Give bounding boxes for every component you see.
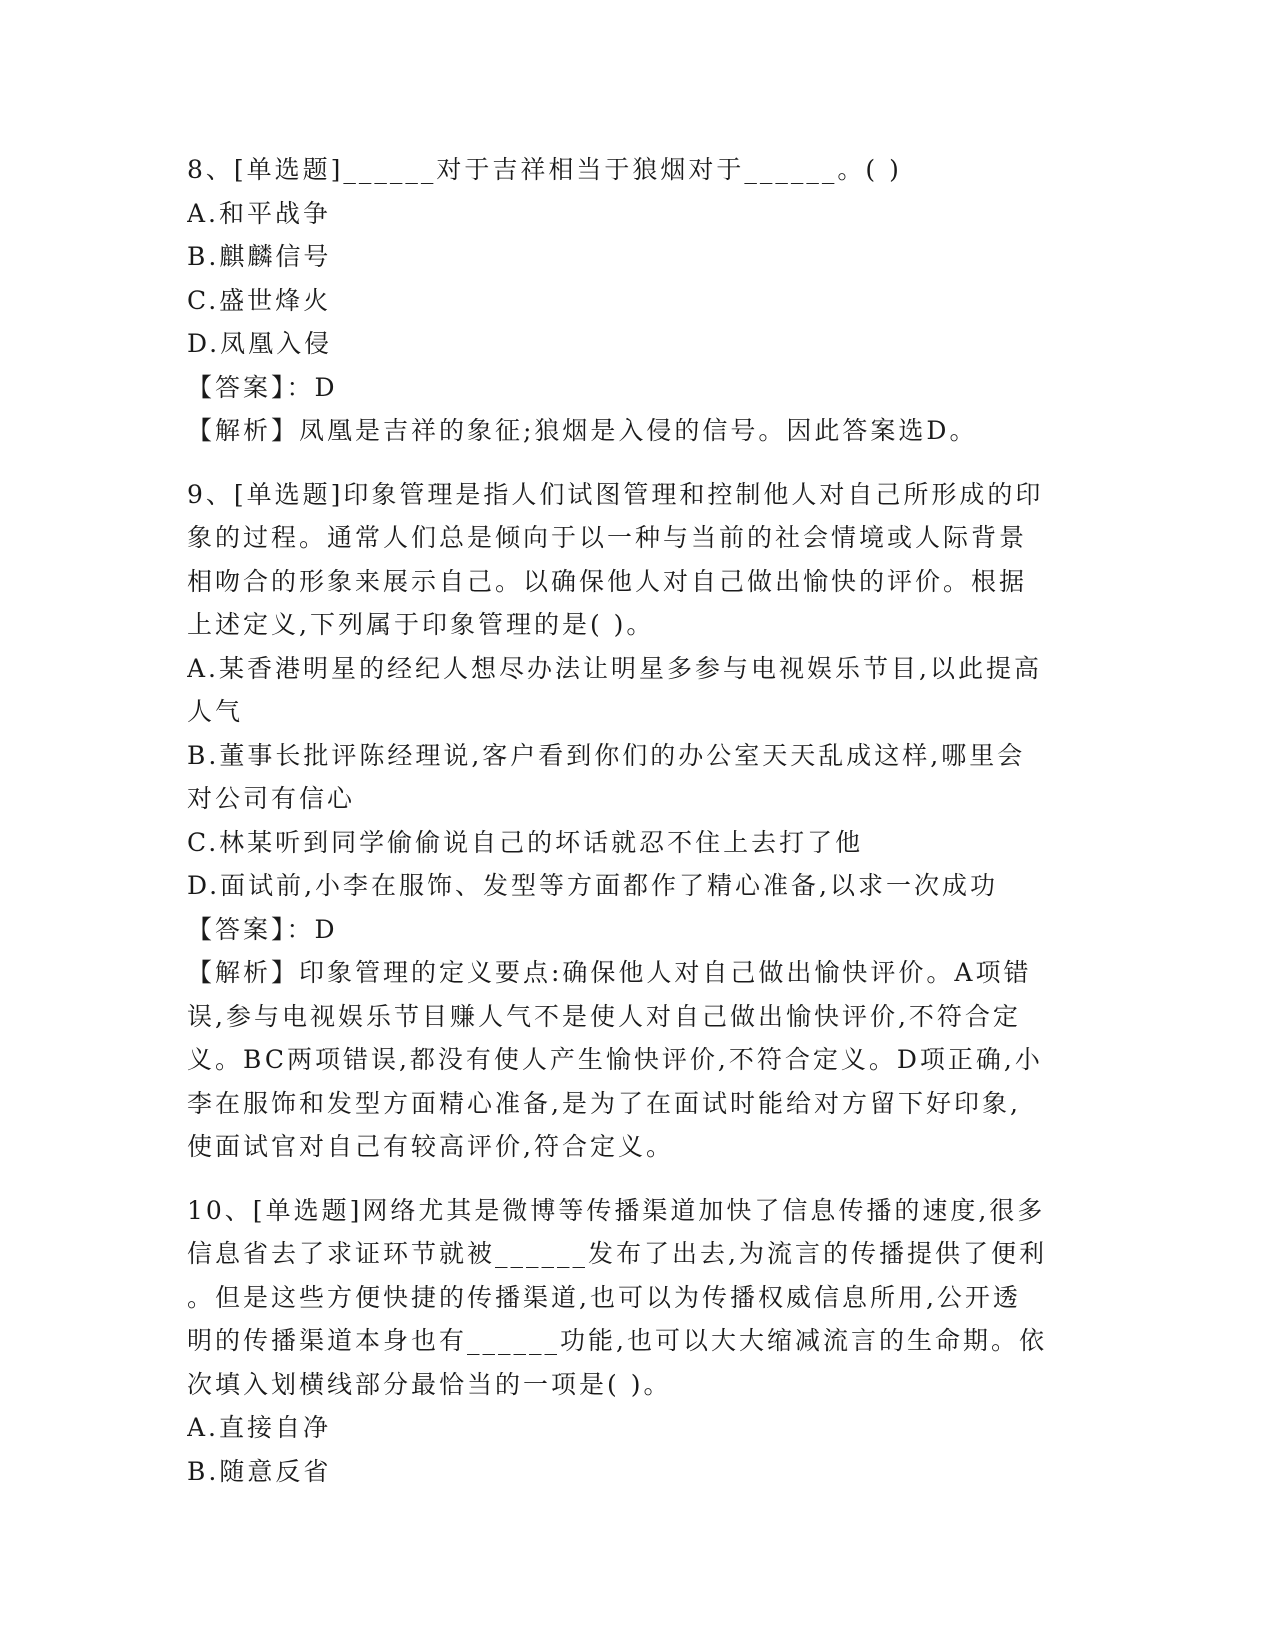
option-b: B.董事长批评陈经理说,客户看到你们的办公室天天乱成这样,哪里会 xyxy=(187,740,1026,770)
question-stem: 次填入划横线部分最恰当的一项是( )。 xyxy=(187,1369,672,1399)
question-stem: 9、[单选题]印象管理是指人们试图管理和控制他人对自己所形成的印 xyxy=(187,479,1044,509)
option-c: C.盛世烽火 xyxy=(187,285,332,315)
option-a: A.某香港明星的经纪人想尽办法让明星多参与电视娱乐节目,以此提高 xyxy=(187,653,1042,683)
question-stem: 信息省去了求证环节就被______发布了出去,为流言的传播提供了便利 xyxy=(187,1239,1047,1268)
option-a: A.和平战争 xyxy=(187,198,332,228)
question-stem: 象的过程。通常人们总是倾向于以一种与当前的社会情境或人际背景 xyxy=(187,523,1028,552)
question-stem: 相吻合的形象来展示自己。以确保他人对自己做出愉快的评价。根据 xyxy=(187,566,1028,596)
explanation: 【解析】印象管理的定义要点:确保他人对自己做出愉快评价。A项错 xyxy=(187,958,1032,987)
explanation: 李在服饰和发型方面精心准备,是为了在面试时能给对方留下好印象, xyxy=(187,1088,1021,1118)
question-stem: 明的传播渠道本身也有______功能,也可以大大缩减流言的生命期。依 xyxy=(187,1326,1047,1355)
explanation: 义。BC两项错误,都没有使人产生愉快评价,不符合定义。D项正确,小 xyxy=(187,1045,1043,1074)
question-stem: 10、[单选题]网络尤其是微博等传播渠道加快了信息传播的速度,很多 xyxy=(187,1195,1046,1225)
option-a: A.直接自净 xyxy=(187,1413,332,1442)
option-b: B.随意反省 xyxy=(187,1456,332,1486)
document-page xyxy=(187,148,1087,1493)
question-9 xyxy=(187,473,1087,1169)
question-stem: 8、[单选题]______对于吉祥相当于狼烟对于______。( ) xyxy=(187,155,902,184)
option-b: 对公司有信心 xyxy=(187,784,356,813)
option-d: D.凤凰入侵 xyxy=(187,329,333,358)
question-10 xyxy=(187,1189,1087,1494)
question-8 xyxy=(187,148,1087,453)
explanation: 误,参与电视娱乐节目赚人气不是使人对自己做出愉快评价,不符合定 xyxy=(187,1001,1021,1031)
question-stem: 上述定义,下列属于印象管理的是( )。 xyxy=(187,610,655,639)
answer: 【答案】：D xyxy=(187,372,338,402)
option-d: D.面试前,小李在服饰、发型等方面都作了精心准备,以求一次成功 xyxy=(187,871,998,900)
question-stem: 。但是这些方便快捷的传播渠道,也可以为传播权威信息所用,公开透 xyxy=(187,1282,1021,1312)
explanation: 使面试官对自己有较高评价,符合定义。 xyxy=(187,1132,674,1161)
answer: 【答案】：D xyxy=(187,914,338,944)
explanation: 【解析】凤凰是吉祥的象征;狼烟是入侵的信号。因此答案选D。 xyxy=(187,416,978,445)
option-a: 人气 xyxy=(187,697,244,726)
option-b: B.麒麟信号 xyxy=(187,242,332,271)
option-c: C.林某听到同学偷偷说自己的坏话就忍不住上去打了他 xyxy=(187,827,864,857)
